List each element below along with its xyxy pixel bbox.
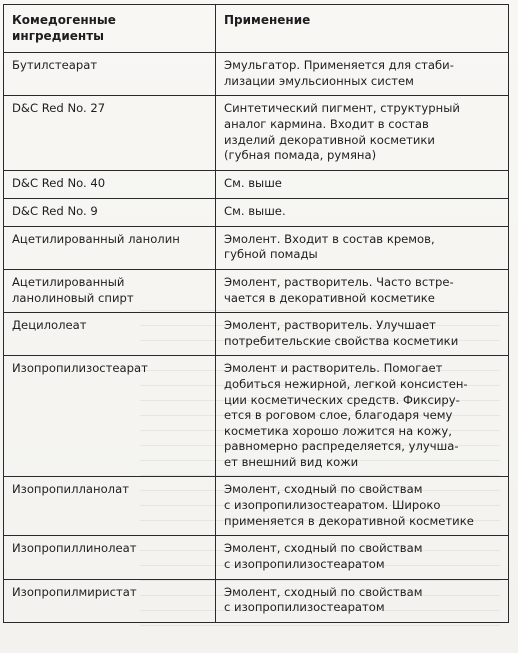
usage-cell xyxy=(216,536,509,579)
usage-text: Эмульгатор. Применяется для стаби- лизации эмульсионных систем xyxy=(224,58,454,88)
header-usage: Применение xyxy=(216,5,509,53)
table-header-row xyxy=(4,5,509,53)
usage-cell xyxy=(216,579,509,622)
usage-cell xyxy=(216,269,509,312)
table-row xyxy=(4,198,509,226)
ingredient-cell xyxy=(4,313,216,356)
ingredient-name: Изопропилмиристат xyxy=(12,584,137,599)
table-row xyxy=(4,313,509,356)
usage-text: Эмолент, растворитель. Улучшает потребительские свойства косметики xyxy=(224,318,459,348)
ingredient-name: Изопропиллинолеат xyxy=(12,541,137,556)
usage-text: Эмолент и растворитель. Помогает добиться нежирной, легкой консистен- ции косметических средств. Фиксиру- ется в роговом слое, благодаря чему косметика хорошо ложится на кожу, равномерно распределяется, улучша- ет внешний вид кожи xyxy=(224,361,468,469)
ingredient-cell xyxy=(4,198,216,226)
table-row xyxy=(4,96,509,170)
table-row xyxy=(4,477,509,536)
table-row xyxy=(4,579,509,622)
usage-text: Эмолент, сходный по свойствам с изопропилизостеаратом xyxy=(224,584,423,615)
ingredient-cell xyxy=(4,536,216,579)
header-ingredients: Комедогенные ингредиенты xyxy=(4,5,216,53)
ingredient-name: D&C Red No. 40 xyxy=(12,175,106,190)
ingredient-name: Изопропилизостеарат xyxy=(12,361,148,376)
usage-text: Эмолент. Входит в состав кремов, губной помады xyxy=(224,231,435,262)
ingredient-cell xyxy=(4,579,216,622)
usage-text: Эмолент, сходный по свойствам с изопропилизостеаратом. Широко применяется в декоративной косметике xyxy=(224,482,474,528)
ingredient-cell xyxy=(4,96,216,170)
comedogenic-ingredients-table xyxy=(3,4,509,623)
ingredient-cell xyxy=(4,53,216,96)
usage-text: См. выше. xyxy=(224,203,286,218)
table-row xyxy=(4,226,509,269)
table-row xyxy=(4,53,509,96)
usage-text: См. выше xyxy=(224,175,282,190)
ingredient-cell xyxy=(4,226,216,269)
usage-cell xyxy=(216,170,509,198)
usage-cell xyxy=(216,96,509,170)
usage-cell xyxy=(216,198,509,226)
table-row xyxy=(4,170,509,198)
ingredient-cell xyxy=(4,356,216,477)
ingredient-name: D&C Red No. 27 xyxy=(12,101,106,116)
usage-text: Эмолент, растворитель. Часто встре- чается в декоративной косметике xyxy=(224,274,454,305)
usage-cell xyxy=(216,356,509,477)
ingredient-cell xyxy=(4,269,216,312)
usage-cell xyxy=(216,313,509,356)
ingredient-name: Бутилстеарат xyxy=(12,58,98,73)
usage-text: Синтетический пигмент, структурный аналог кармина. Входит в состав изделий декоративной косметики (губная помада, румяна) xyxy=(224,101,460,163)
ingredient-name: D&C Red No. 9 xyxy=(12,203,98,218)
ingredient-name: Ацетилированный ланолиновый спирт xyxy=(12,274,134,305)
ingredient-name: Децилолеат xyxy=(12,318,87,333)
table-row xyxy=(4,269,509,312)
ingredient-cell xyxy=(4,477,216,536)
usage-cell xyxy=(216,477,509,536)
ingredient-name: Изопропилланолат xyxy=(12,482,129,497)
ingredient-cell xyxy=(4,170,216,198)
usage-cell xyxy=(216,226,509,269)
table-row xyxy=(4,356,509,477)
table-row xyxy=(4,536,509,579)
ingredient-name: Ацетилированный ланолин xyxy=(12,231,180,246)
usage-cell xyxy=(216,53,509,96)
usage-text: Эмолент, сходный по свойствам с изопропилизостеаратом xyxy=(224,541,423,572)
